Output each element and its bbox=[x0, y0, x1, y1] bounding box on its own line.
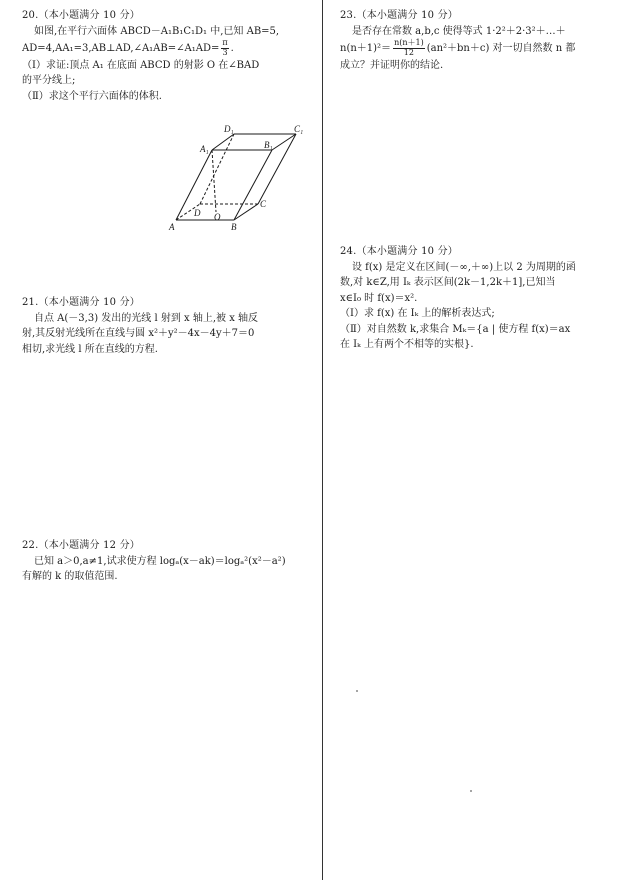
label-a: A bbox=[169, 222, 175, 232]
problem-23-line-2 bbox=[340, 39, 630, 58]
label-a1: A₁ bbox=[200, 144, 209, 154]
problem-24-line-1: 设 f(x) 是定义在区间(－∞,＋∞)上以 2 为周期的函 bbox=[352, 261, 576, 273]
problem-22-heading: 22.（本小题满分 12 分） bbox=[22, 540, 140, 551]
problem-20-line-2-end: . bbox=[230, 42, 234, 54]
problem-23-line-3: 成立？并证明你的结论. bbox=[340, 59, 444, 71]
projection-line-a1o bbox=[212, 150, 216, 212]
pi-over-3-fraction bbox=[221, 39, 228, 58]
label-d1: D₁ bbox=[224, 124, 234, 134]
problem-24-heading: 24.（本小题满分 10 分） bbox=[340, 246, 458, 257]
problem-21-heading: 21.（本小题满分 10 分） bbox=[22, 297, 140, 308]
problem-23 bbox=[340, 8, 630, 73]
column-divider bbox=[322, 0, 323, 880]
problem-24-part-2: （Ⅱ）对自然数 k,求集合 Mₖ＝{a | 使方程 f(x)＝ax bbox=[340, 323, 571, 335]
problem-20-line-2-text: AD=4,AA₁=3,AB⊥AD,∠A₁AB=∠A₁AD= bbox=[22, 42, 220, 54]
label-b: B bbox=[231, 222, 237, 232]
problem-20-line-1: 如图,在平行六面体 ABCD－A₁B₁C₁D₁ 中,已知 AB=5, bbox=[34, 25, 280, 37]
problem-23-line-1: 是否存在常数 a,b,c 使得等式 1·2²＋2·3²＋…＋ bbox=[352, 25, 566, 37]
edge-bc bbox=[234, 204, 258, 220]
sum-fraction bbox=[393, 39, 425, 58]
problem-20-heading: 20.（本小题满分 10 分） bbox=[22, 10, 140, 21]
problem-22 bbox=[22, 538, 312, 585]
problem-20-line-2 bbox=[22, 39, 312, 58]
problem-24-line-2: 数,对 k∈Z,用 Iₖ 表示区间(2k－1,2k＋1],已知当 bbox=[340, 277, 556, 288]
problem-23-heading: 23.（本小题满分 10 分） bbox=[340, 10, 458, 21]
label-d: D bbox=[194, 208, 201, 218]
edge-bb1 bbox=[234, 150, 272, 220]
problem-22-line-1: 已知 a＞0,a≠1,试求使方程 logₐ(x－ak)＝logₐ²(x²－a²) bbox=[34, 555, 286, 567]
fraction-denominator: 3 bbox=[222, 47, 228, 57]
problem-24-part-2-cont: 在 Iₖ 上有两个不相等的实根}. bbox=[340, 339, 474, 350]
edge-b1c1 bbox=[272, 134, 296, 150]
problem-21-line-2: 射,其反射光线所在直线与圆 x²＋y²－4x－4y＋7＝0 bbox=[22, 328, 255, 339]
problem-24-part-1: （Ⅰ）求 f(x) 在 Iₖ 上的解析表达式; bbox=[340, 308, 495, 319]
problem-20-part-1-cont: 的平分线上; bbox=[22, 75, 76, 87]
problem-21-line-3: 相切,求光线 l 所在直线的方程. bbox=[22, 343, 158, 355]
label-b1: B₁ bbox=[264, 140, 273, 150]
fraction-denominator: 12 bbox=[403, 47, 414, 57]
problem-20-part-1: （Ⅰ）求证:顶点 A₁ 在底面 ABCD 的射影 O 在∠BAD bbox=[22, 59, 260, 71]
label-c: C bbox=[260, 199, 267, 209]
scan-speck bbox=[470, 790, 472, 792]
problem-21 bbox=[22, 295, 312, 357]
problem-24-line-3: x∈I₀ 时 f(x)＝x². bbox=[340, 292, 418, 304]
fraction-numerator: π bbox=[222, 38, 228, 47]
parallelepiped-figure bbox=[168, 124, 316, 234]
problem-21-line-1: 自点 A(－3,3) 发出的光线 l 射到 x 轴上,被 x 轴反 bbox=[34, 312, 259, 324]
problem-20 bbox=[22, 8, 312, 104]
label-o: O bbox=[214, 212, 221, 222]
problem-24 bbox=[340, 244, 630, 353]
problem-23-line-2-start: n(n＋1)²＝ bbox=[340, 42, 392, 54]
problem-20-part-2: （Ⅱ）求这个平行六面体的体积. bbox=[22, 90, 162, 102]
fraction-numerator: n(n＋1) bbox=[394, 38, 424, 47]
label-c1: C₁ bbox=[294, 124, 304, 134]
problem-22-line-2: 有解的 k 的取值范围. bbox=[22, 571, 118, 582]
problem-23-line-2-end: (an²＋bn＋c) 对一切自然数 n 都 bbox=[426, 42, 576, 54]
scan-speck bbox=[356, 690, 358, 692]
edge-a1d1 bbox=[212, 134, 234, 150]
